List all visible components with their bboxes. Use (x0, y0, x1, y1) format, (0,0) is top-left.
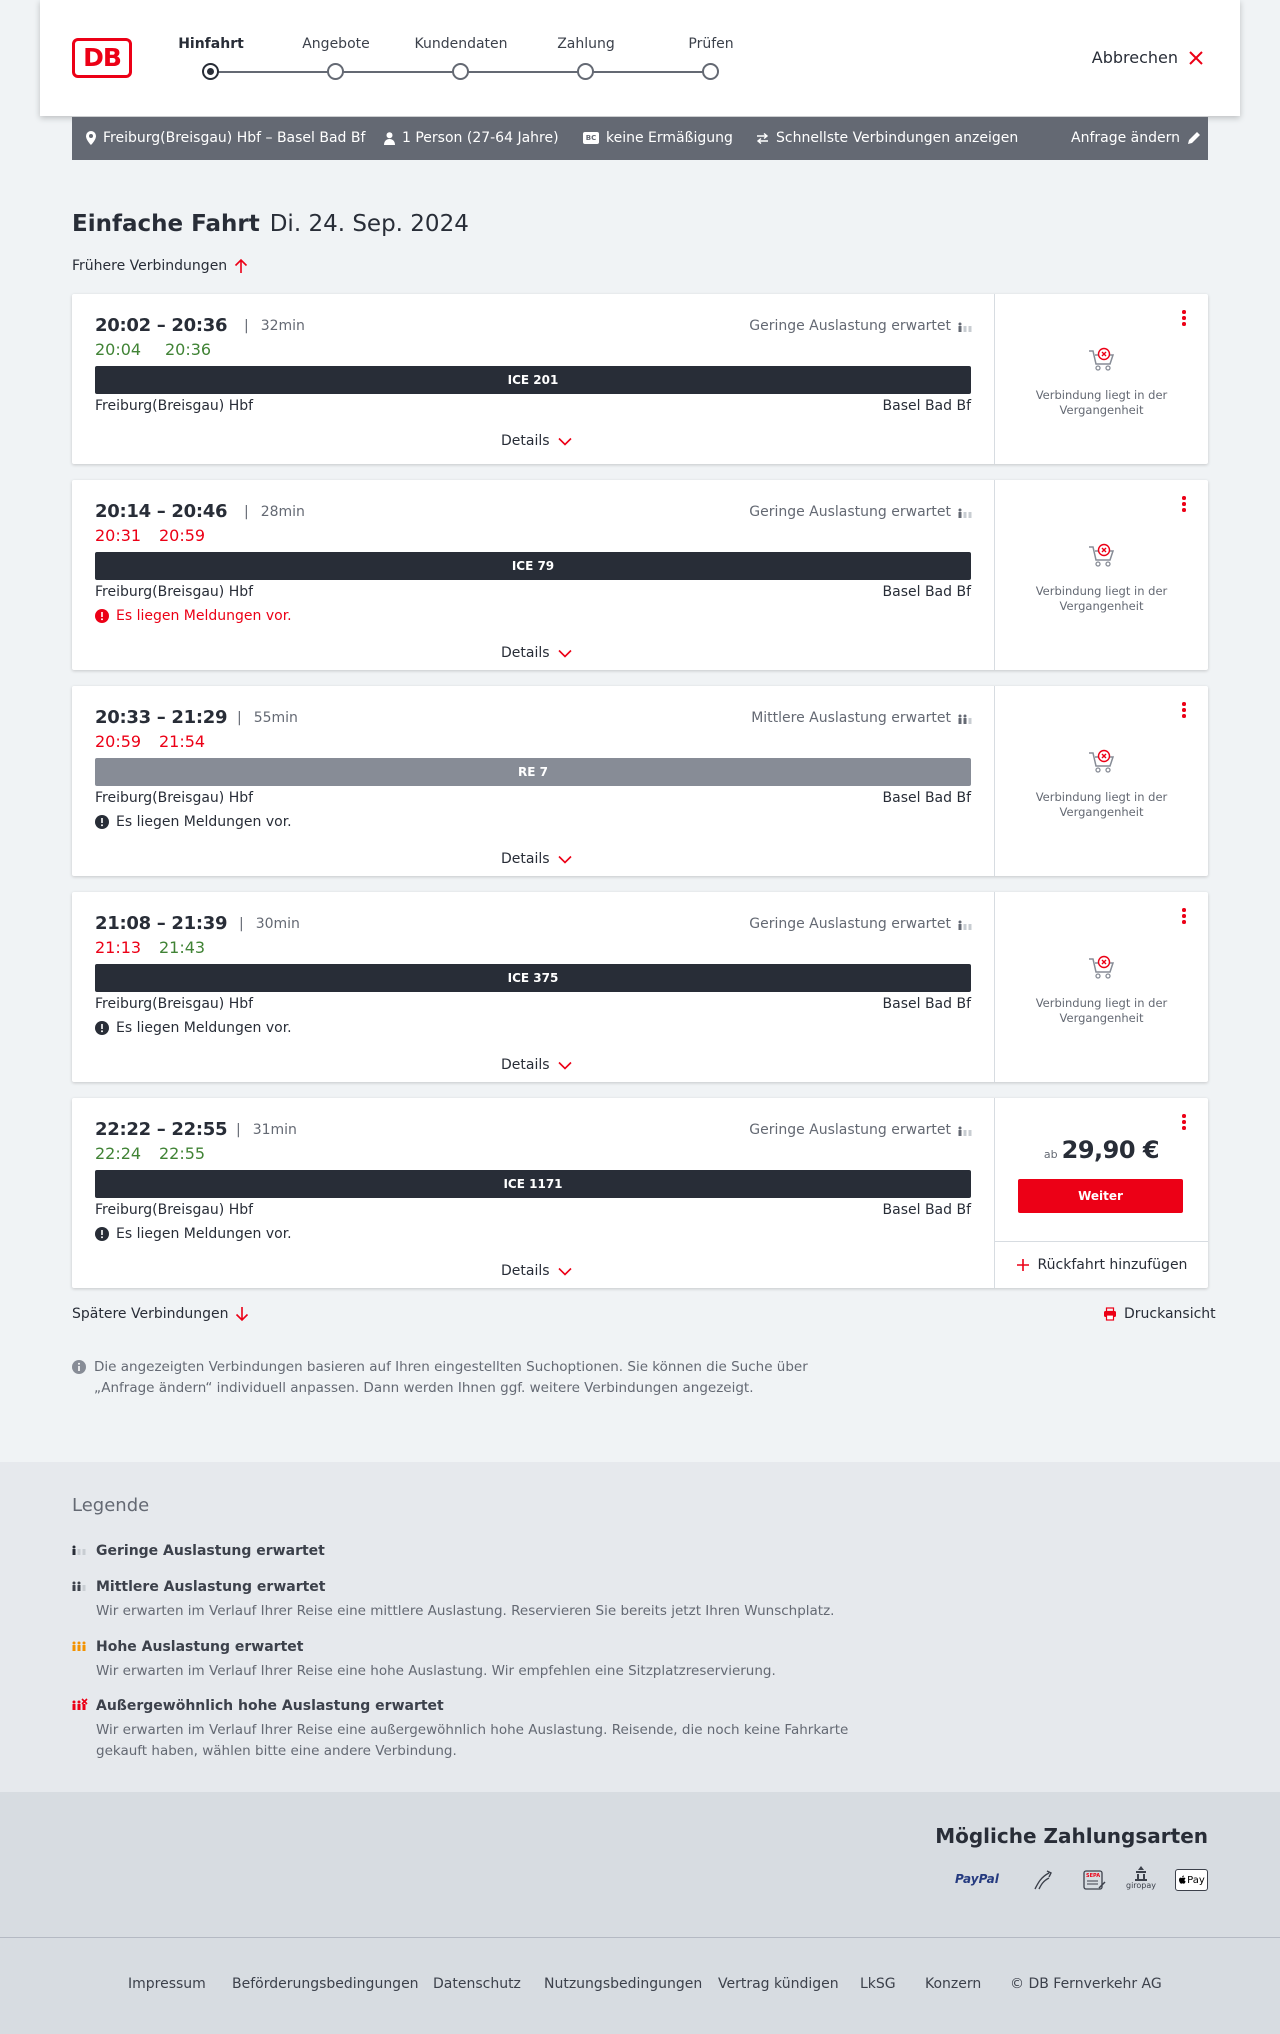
notice-message (95, 1226, 292, 1242)
more-options-icon[interactable] (1174, 906, 1194, 928)
footer-link-lksg[interactable]: LkSG (860, 1976, 896, 1992)
train-bar[interactable]: RE 7 (95, 758, 971, 786)
occupancy-info (749, 1122, 972, 1138)
more-options-icon[interactable] (1174, 700, 1194, 722)
occupancy-text: Geringe Auslastung erwartet (749, 916, 951, 932)
step-dot-hinfahrt (202, 63, 219, 80)
location-pin-icon (86, 131, 96, 145)
edit-request-label: Anfrage ändern (1071, 130, 1180, 146)
arrival-station: Basel Bad Bf (882, 584, 971, 600)
past-connection-note (995, 346, 1208, 418)
past-connection-note (995, 542, 1208, 614)
details-label: Details (501, 1057, 550, 1073)
earlier-connections-label: Frühere Verbindungen (72, 258, 228, 274)
step-pruefen: Prüfen (688, 36, 734, 52)
cart-unavailable-icon (995, 954, 1208, 982)
realtime-departure: 20:04 (95, 340, 142, 359)
connection-card[interactable] (72, 480, 1208, 670)
chevron-down-icon (558, 649, 572, 658)
price-prefix: ab (1043, 1148, 1058, 1161)
notice-message (95, 1020, 292, 1036)
footer (0, 1937, 1280, 2034)
trip-type: Einfache Fahrt (72, 211, 260, 237)
past-connection-note (995, 748, 1208, 820)
connection-card[interactable] (72, 294, 1208, 464)
price-value: 29,90 € (1061, 1136, 1160, 1164)
past-connection-note (995, 954, 1208, 1026)
realtime-departure: 20:31 (95, 526, 142, 545)
summary-travelers (384, 130, 559, 146)
past-text: Verbindung liegt in der Vergangenheit (1035, 584, 1168, 613)
more-options-icon[interactable] (1174, 494, 1194, 516)
summary-travelers-text: 1 Person (27-64 Jahre) (402, 130, 559, 146)
sepa-icon (1083, 1869, 1107, 1891)
footer-copyright: © DB Fernverkehr AG (1010, 1976, 1162, 1992)
cancel-label: Abbrechen (1091, 48, 1178, 67)
alert-icon (95, 609, 109, 623)
train-bar[interactable]: ICE 201 (95, 366, 971, 394)
low-occupancy-icon (958, 506, 972, 518)
summary-fastest-text: Schnellste Verbindungen anzeigen (776, 130, 1019, 146)
past-text: Verbindung liegt in der Vergangenheit (1035, 388, 1168, 417)
realtime-arrival: 20:59 (159, 526, 206, 545)
summary-route (86, 130, 365, 146)
cart-unavailable-icon (995, 346, 1208, 374)
trip-date: Di. 24. Sep. 2024 (269, 211, 469, 237)
step-dot-pruefen (702, 63, 719, 80)
step-dot-angebote (327, 63, 344, 80)
train-bar[interactable]: ICE 375 (95, 964, 971, 992)
connection-card[interactable] (72, 892, 1208, 1082)
trip-duration: | 32min (244, 318, 305, 334)
realtime-departure: 20:59 (95, 732, 142, 751)
db-logo[interactable]: DB (72, 38, 132, 78)
alert-icon (95, 1021, 109, 1035)
occupancy-info (749, 504, 972, 520)
close-icon (1188, 50, 1204, 66)
continue-button[interactable]: Weiter (1018, 1179, 1183, 1213)
occupancy-text: Mittlere Auslastung erwartet (751, 710, 951, 726)
footer-link-konzern[interactable]: Konzern (925, 1976, 982, 1992)
low-occupancy-icon (72, 1543, 86, 1555)
trip-duration: | 28min (244, 504, 305, 520)
print-view-link[interactable] (1103, 1306, 1216, 1322)
occupancy-info (749, 318, 972, 334)
earlier-connections-link[interactable] (72, 258, 248, 274)
notice-text: Es liegen Meldungen vor. (116, 814, 292, 830)
trip-duration: | 31min (236, 1122, 297, 1138)
step-angebote: Angebote (302, 36, 370, 52)
realtime-arrival: 22:55 (159, 1144, 206, 1163)
realtime-arrival: 21:54 (159, 732, 206, 751)
giropay-icon (1124, 1865, 1158, 1890)
occupancy-text: Geringe Auslastung erwartet (749, 504, 951, 520)
giropay-label: giropay (1125, 1881, 1157, 1890)
cart-unavailable-icon (995, 542, 1208, 570)
low-occupancy-icon (958, 1124, 972, 1136)
summary-route-text: Freiburg(Breisgau) Hbf – Basel Bad Bf (103, 130, 366, 146)
footer-link-nutzungsbedingungen[interactable]: Nutzungsbedingungen (544, 1976, 703, 1992)
edit-request-button[interactable] (1071, 130, 1201, 146)
step-dot-kundendaten (452, 63, 469, 80)
scheduled-times: 21:08 – 21:39 (95, 913, 228, 934)
legend-item-medium-desc: Wir erwarten im Verlauf Ihrer Reise eine mittlere Auslastung. Reservieren Sie bereits jetzt Ihren Wunschplatz. (96, 1603, 835, 1619)
medium-occupancy-icon (72, 1579, 86, 1591)
arrival-station: Basel Bad Bf (882, 790, 971, 806)
notice-text: Es liegen Meldungen vor. (116, 1020, 292, 1036)
departure-station: Freiburg(Breisgau) Hbf (95, 1202, 254, 1218)
payment-methods-section (0, 1792, 1280, 1937)
occupancy-text: Geringe Auslastung erwartet (749, 1122, 951, 1138)
price (995, 1136, 1208, 1164)
plus-icon (1016, 1258, 1030, 1272)
departure-station: Freiburg(Breisgau) Hbf (95, 398, 254, 414)
swap-arrows-icon (756, 133, 769, 144)
notice-text: Es liegen Meldungen vor. (116, 1226, 292, 1242)
print-view-label: Druckansicht (1124, 1306, 1216, 1322)
chevron-down-icon (558, 1061, 572, 1070)
legend-item-high-title: Hohe Auslastung erwartet (96, 1639, 304, 1655)
low-occupancy-icon (958, 320, 972, 332)
step-kundendaten: Kundendaten (414, 36, 508, 52)
low-occupancy-icon (958, 918, 972, 930)
details-label: Details (501, 851, 550, 867)
arrival-station: Basel Bad Bf (882, 1202, 971, 1218)
direct-debit-icon (1032, 1869, 1054, 1891)
details-label: Details (501, 645, 550, 661)
details-toggle[interactable] (501, 433, 572, 449)
details-toggle[interactable] (501, 1057, 572, 1073)
scheduled-times: 20:14 – 20:46 (95, 501, 228, 522)
person-icon (384, 132, 395, 145)
step-dot-zahlung (577, 63, 594, 80)
legend-item-veryhigh-title: Außergewöhnlich hohe Auslastung erwartet (96, 1698, 444, 1714)
legend-item-high-desc: Wir erwarten im Verlauf Ihrer Reise eine hohe Auslastung. Wir empfehlen eine Sitzplatzreservierung. (96, 1663, 776, 1679)
arrival-station: Basel Bad Bf (882, 398, 971, 414)
more-options-icon[interactable] (1174, 308, 1194, 330)
notice-message (95, 608, 292, 624)
later-connections-link[interactable] (72, 1306, 249, 1322)
realtime-arrival: 21:43 (159, 938, 206, 957)
payment-title: Mögliche Zahlungsarten (935, 1824, 1208, 1848)
occupancy-info (751, 710, 972, 726)
legend-item-low-title: Geringe Auslastung erwartet (96, 1543, 325, 1559)
departure-station: Freiburg(Breisgau) Hbf (95, 584, 254, 600)
apple-pay-label: Pay (1187, 1874, 1205, 1886)
details-toggle[interactable] (501, 1263, 572, 1279)
info-text: Die angezeigten Verbindungen basieren auf Ihren eingestellten Suchoptionen. Sie können die Suche über „Anfrage ändern“ individuell anpassen. Dann werden Ihnen ggf. weitere Verbindungen angezeigt. (94, 1359, 808, 1396)
realtime-arrival: 20:36 (165, 340, 212, 359)
details-toggle[interactable] (501, 851, 572, 867)
add-return-label: Rückfahrt hinzufügen (1037, 1257, 1188, 1273)
scheduled-times: 22:22 – 22:55 (95, 1119, 228, 1140)
trip-duration: | 55min (237, 710, 298, 726)
alert-icon (95, 1227, 109, 1241)
cart-unavailable-icon (995, 748, 1208, 776)
summary-fastest (756, 130, 1018, 146)
bahncard-icon: BC (583, 132, 599, 144)
header (40, 0, 1240, 116)
step-zahlung: Zahlung (557, 36, 615, 52)
arrow-up-icon (234, 258, 248, 274)
info-note (72, 1357, 872, 1399)
step-hinfahrt: Hinfahrt (178, 36, 244, 52)
details-label: Details (501, 433, 550, 449)
details-label: Details (501, 1263, 550, 1279)
scheduled-times: 20:33 – 21:29 (95, 707, 228, 728)
legend-section (0, 1462, 1280, 1792)
past-text: Verbindung liegt in der Vergangenheit (1035, 996, 1168, 1025)
connection-card[interactable] (72, 1098, 1208, 1288)
chevron-down-icon (558, 855, 572, 864)
summary-discount (583, 130, 733, 146)
add-return-button[interactable] (995, 1241, 1208, 1288)
alert-icon (95, 815, 109, 829)
medium-occupancy-icon (958, 712, 972, 724)
occupancy-info (749, 916, 972, 932)
sepa-label: SEPA (1086, 1873, 1101, 1879)
footer-link-impressum[interactable]: Impressum (128, 1976, 206, 1992)
trip-duration: | 30min (239, 916, 300, 932)
departure-station: Freiburg(Breisgau) Hbf (95, 790, 254, 806)
legend-item-veryhigh-desc: Wir erwarten im Verlauf Ihrer Reise eine außergewöhnlich hohe Auslastung. Reisende, die noch keine Fahrkarte gekauft haben, wählen bitte eine andere Verbindung. (96, 1722, 849, 1759)
cancel-button[interactable] (1092, 48, 1204, 67)
chevron-down-icon (558, 437, 572, 446)
page-title (72, 211, 469, 237)
later-connections-label: Spätere Verbindungen (72, 1306, 229, 1322)
scheduled-times: 20:02 – 20:36 (95, 315, 228, 336)
departure-station: Freiburg(Breisgau) Hbf (95, 996, 254, 1012)
notice-message (95, 814, 292, 830)
notice-text: Es liegen Meldungen vor. (116, 608, 292, 624)
summary-discount-text: keine Ermäßigung (606, 130, 733, 146)
legend-item-medium-title: Mittlere Auslastung erwartet (96, 1579, 326, 1595)
search-summary-bar (72, 117, 1208, 160)
details-toggle[interactable] (501, 645, 572, 661)
footer-link-datenschutz[interactable]: Datenschutz (433, 1976, 521, 1992)
very-high-occupancy-icon (72, 1698, 88, 1711)
footer-link-vertrag-kuendigen[interactable]: Vertrag kündigen (718, 1976, 839, 1992)
realtime-departure: 22:24 (95, 1144, 142, 1163)
connection-card[interactable] (72, 686, 1208, 876)
more-options-icon[interactable] (1174, 1112, 1194, 1134)
arrival-station: Basel Bad Bf (882, 996, 971, 1012)
footer-link-befoerderungsbedingungen[interactable]: Beförderungsbedingungen (232, 1976, 419, 1992)
high-occupancy-icon (72, 1639, 86, 1651)
legend-title: Legende (72, 1495, 150, 1516)
arrow-down-icon (235, 1306, 249, 1322)
info-icon (72, 1360, 86, 1374)
past-text: Verbindung liegt in der Vergangenheit (1035, 790, 1168, 819)
realtime-departure: 21:13 (95, 938, 142, 957)
paypal-icon: PayPal (955, 1872, 999, 1886)
occupancy-text: Geringe Auslastung erwartet (749, 318, 951, 334)
train-bar[interactable]: ICE 1171 (95, 1170, 971, 1198)
apple-pay-icon (1175, 1869, 1208, 1891)
pencil-icon (1187, 131, 1201, 145)
train-bar[interactable]: ICE 79 (95, 552, 971, 580)
printer-icon (1103, 1307, 1117, 1321)
chevron-down-icon (558, 1267, 572, 1276)
